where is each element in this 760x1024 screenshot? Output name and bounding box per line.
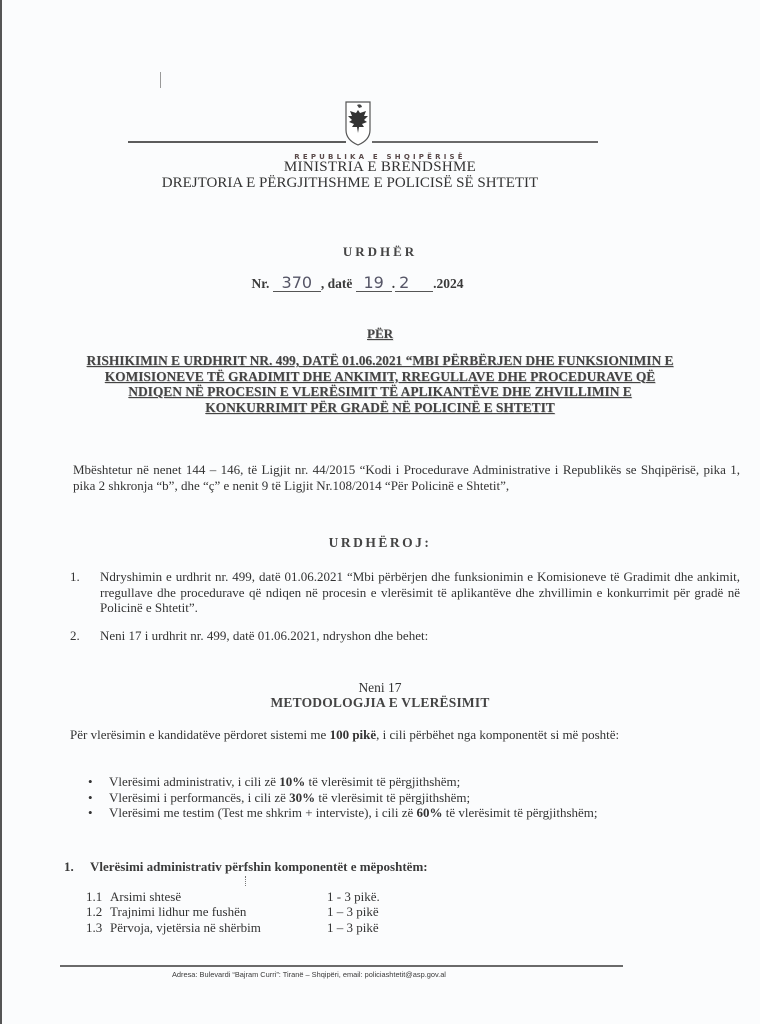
bullet-text: Vlerësimi administrativ, i cili zë <box>109 774 280 789</box>
order-year: .2024 <box>433 276 464 291</box>
row-value: 1 – 3 pikë <box>327 919 379 935</box>
orders-heading: URDHËROJ: <box>328 535 432 550</box>
directorate-name: DREJTORIA E PËRGJITHSHME E POLICISË SË SHTETIT <box>161 175 539 191</box>
bullet-text: të vlerësimit të përgjithshëm; <box>315 789 471 805</box>
list-item <box>86 774 746 790</box>
intro-points: 100 pikë <box>329 727 377 742</box>
bullet-icon: • <box>88 774 93 789</box>
bullet-text: Vlerësimi i performancës, i cili zë <box>109 789 290 805</box>
republic-label: REPUBLIKA E SHQIPËRISË <box>294 153 466 161</box>
row-number: 1.2 <box>86 904 103 920</box>
intro-text: Për vlerësimin e kandidatëve përdoret sistemi me <box>70 727 330 742</box>
bullet-icon: • <box>88 789 93 805</box>
row-label: Arsimi shtesë <box>110 889 182 904</box>
nr-label: Nr. <box>251 276 270 291</box>
order-item <box>70 628 740 644</box>
component-list <box>86 774 746 821</box>
list-item <box>86 790 746 806</box>
scan-mark <box>160 72 161 88</box>
coat-of-arms-icon <box>343 96 373 146</box>
legal-basis: Mbështetur në nenet 144 – 146, të Ligjit nr. 44/2015 “Kodi i Procedurave Administrative i Republikës se Shqipërisë, pika 1, pika 2 shkronja “b”, dhe “ç” e nenit 9 të Ligjit Nr.108/2014 “Për Policinë e Shtetit”, <box>73 462 740 493</box>
footer-address: Adresa: Bulevardi “Bajram Curri”: Tiranë – Shqipëri, email: policiashtetit@asp.gov.al <box>172 970 446 979</box>
order-number: 370 <box>273 275 321 292</box>
list-item <box>86 805 746 821</box>
article-intro <box>70 727 740 743</box>
bullet-text: të vlerësimit të përgjithshëm; <box>305 774 461 789</box>
intro-text: , i cili përbëhet nga komponentët si më poshtë: <box>376 727 620 742</box>
header-rule <box>372 141 598 143</box>
row-number: 1.3 <box>86 919 103 935</box>
table-row <box>86 889 407 904</box>
document-title: URDHËR <box>342 244 418 259</box>
item-number: 2. <box>70 628 80 643</box>
bullet-percent: 10% <box>279 774 306 789</box>
article-title: Neni 17 <box>358 680 402 695</box>
bullet-percent: 30% <box>289 789 316 805</box>
item-text: Ndryshimin e urdhrit nr. 499, datë 01.06.2021 “Mbi përbërjen dhe funksionimin e Komisioneve të Gradimit dhe ankimit, rregullave dhe procedurave që ndiqen në procesin e vlerësimit të aplikantëve dhe zhvillimin e konkurrimit për gradë në Policinë e Shtetit”. <box>100 569 740 615</box>
section-number: 1. <box>64 859 74 874</box>
bullet-text: Vlerësimi me testim (Test me shkrim + interviste), i cili zë <box>109 805 417 821</box>
table-row <box>86 920 407 935</box>
order-item <box>70 569 740 616</box>
bullet-percent: 60% <box>416 805 443 821</box>
section-title: Vlerësimi administrativ përfshin komponentët e mëposhtëm: <box>90 859 428 874</box>
ministry-name: MINISTRIA E BRENDSHME <box>283 159 477 175</box>
bullet-icon: • <box>88 805 93 821</box>
section-heading <box>64 859 724 875</box>
points-table <box>86 889 407 935</box>
row-value: 1 - 3 pikë. <box>327 889 380 904</box>
footer-rule <box>60 965 623 967</box>
scan-mark <box>245 876 248 886</box>
subject-label: PËR <box>367 326 393 341</box>
article-heading: METODOLOGJIA E VLERËSIMIT <box>270 695 490 710</box>
table-row <box>86 904 407 919</box>
order-day: 19 <box>356 275 392 292</box>
row-number: 1.1 <box>86 889 103 904</box>
order-number-line: Nr. 370 , datë 19 . 2 .2024 <box>251 273 464 292</box>
bullet-text: të vlerësimit të përgjithshëm; <box>442 805 598 821</box>
item-text: Neni 17 i urdhrit nr. 499, datë 01.06.2021, ndryshon dhe behet: <box>100 628 429 643</box>
item-number: 1. <box>70 569 80 584</box>
order-month: 2 <box>395 275 433 292</box>
row-value: 1 – 3 pikë <box>327 904 379 920</box>
date-label: , datë <box>320 276 353 291</box>
subject-title: RISHIKIMIN E URDHRIT NR. 499, DATË 01.06.2021 “MBI PËRBËRJEN DHE FUNKSIONIMIN E KOMISIONEVE TË GRADIMIT DHE ANKIMIT, RREGULLAVE DHE PROCEDURAVE QË NDIQEN NË PROCESIN E VLERËSIMIT TË APLIKANTËVE DHE ZHVILLIMIN E KONKURRIMIT PËR GRADË NË POLICINË E SHTETIT <box>86 353 674 415</box>
header-rule <box>128 141 346 143</box>
row-label: Përvoja, vjetërsia në shërbim <box>110 919 261 935</box>
row-label: Trajnimi lidhur me fushën <box>110 904 247 920</box>
